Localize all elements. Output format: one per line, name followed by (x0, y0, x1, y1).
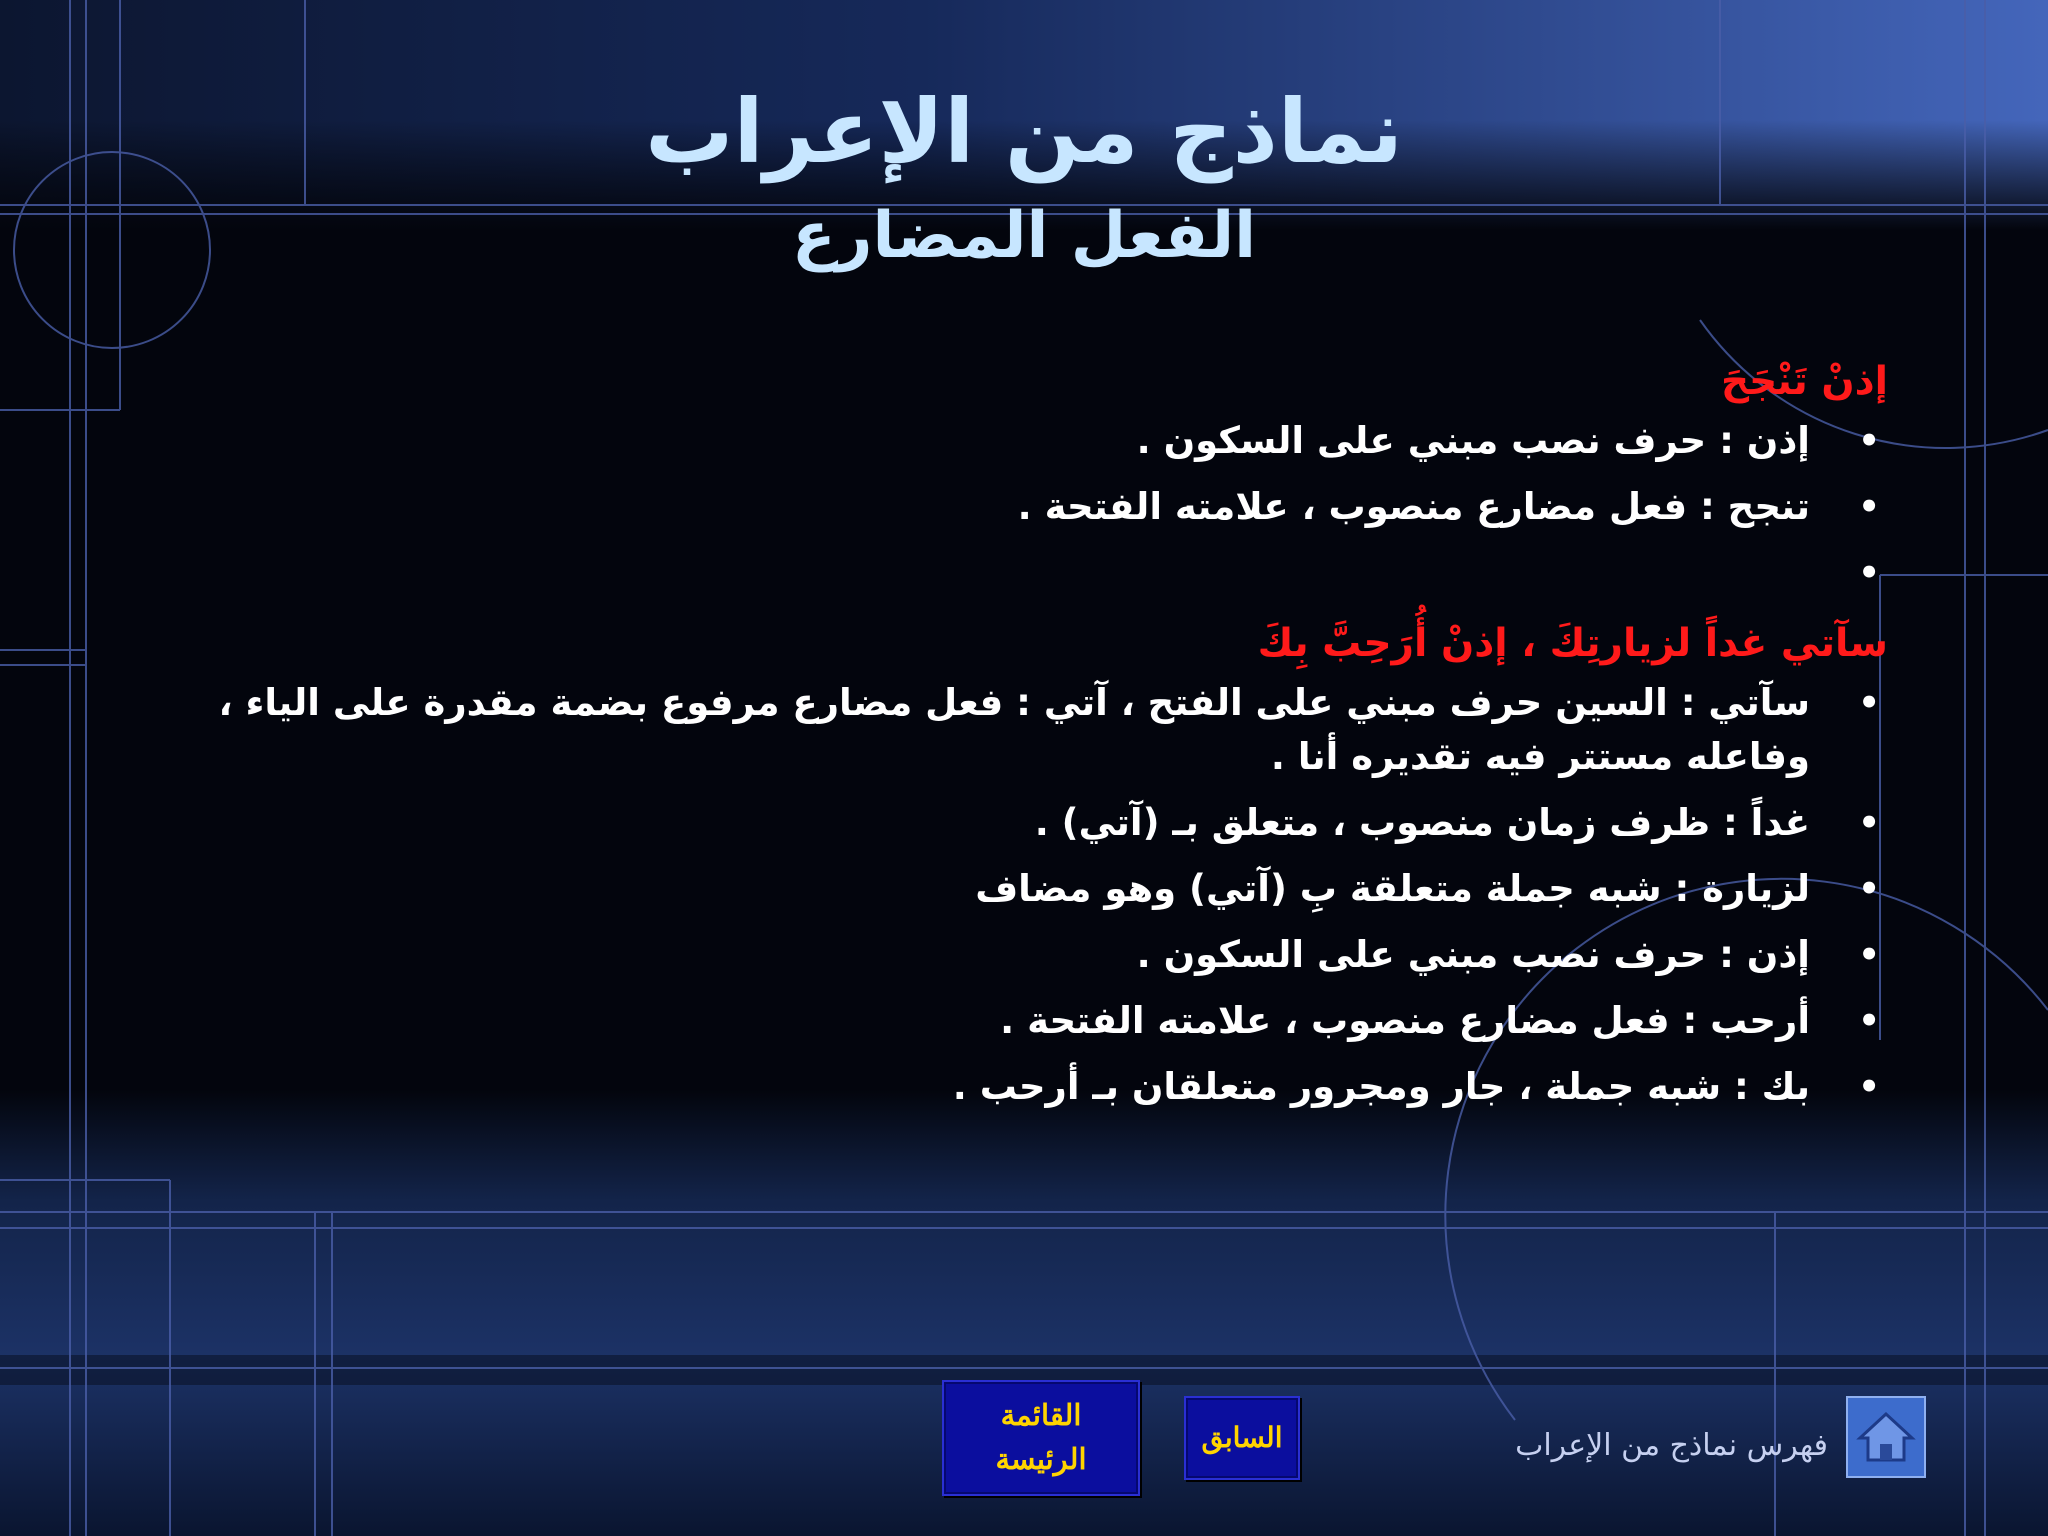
bullet-icon: • (1858, 421, 1880, 461)
bullet-icon: • (1858, 487, 1880, 527)
bullet-icon: • (1858, 683, 1880, 723)
slide-subtitle: الفعل المضارع (791, 199, 1257, 273)
bullet-icon: • (1858, 553, 1880, 593)
content-area (178, 350, 1888, 1126)
list-item-text: تنجح : فعل مضارع منصوب ، علامته الفتحة . (1017, 485, 1810, 528)
list-item-text: بك : شبه جملة ، جار ومجرور متعلقان بـ أرحب . (952, 1065, 1810, 1108)
bullet-icon: • (1858, 869, 1880, 909)
bullet-icon: • (1858, 1067, 1880, 1107)
list-item (178, 1060, 1888, 1114)
list-item-text: أرحب : فعل مضارع منصوب ، علامته الفتحة . (1000, 999, 1810, 1042)
list-item (178, 862, 1888, 916)
list-item-text: لزيارة : شبه جملة متعلقة بِ (آتي) وهو مضاف (975, 867, 1810, 910)
bullet-icon: • (1858, 803, 1880, 843)
home-button[interactable] (1846, 1396, 1926, 1478)
bullet-icon: • (1858, 1001, 1880, 1041)
home-icon (1848, 1398, 1924, 1476)
list-item (178, 928, 1888, 982)
list-item-text: إذن : حرف نصب مبني على السكون . (1136, 419, 1810, 462)
main-menu-label-line2: الرئيسة (995, 1444, 1087, 1476)
list-item (178, 480, 1888, 534)
bullet-icon: • (1858, 935, 1880, 975)
previous-button-label: السابق (1201, 1423, 1283, 1454)
slide-title: نماذج من الإعراب (645, 80, 1403, 183)
main-menu-button-label (995, 1394, 1086, 1482)
list-item-empty (178, 546, 1888, 600)
list-item (178, 414, 1888, 468)
main-menu-label-line1: القائمة (1000, 1400, 1082, 1432)
example-sentence-2: سآتي غداً لزيارتِكَ ، إذنْ أُرَحِبَّ بِكَ (1257, 621, 1888, 666)
main-menu-button[interactable] (942, 1380, 1140, 1496)
list-item (178, 994, 1888, 1048)
example-sentence-1: إذنْ تَنْجَحَ (1720, 359, 1888, 404)
list-item-text: إذن : حرف نصب مبني على السكون . (1136, 933, 1810, 976)
previous-button[interactable] (1184, 1396, 1300, 1480)
list-item-text: سآتي : السين حرف مبني على الفتح ، آتي : فعل مضارع مرفوع بضمة مقدرة على الياء ، وفاعله مستتر فيه تقديره أنا . (218, 681, 1810, 778)
list-item (178, 676, 1888, 784)
index-link[interactable]: فهرس نماذج من الإعراب (1515, 1428, 1828, 1463)
list-item (178, 796, 1888, 850)
list-item-text: غداً : ظرف زمان منصوب ، متعلق بـ (آتي) . (1034, 801, 1810, 844)
